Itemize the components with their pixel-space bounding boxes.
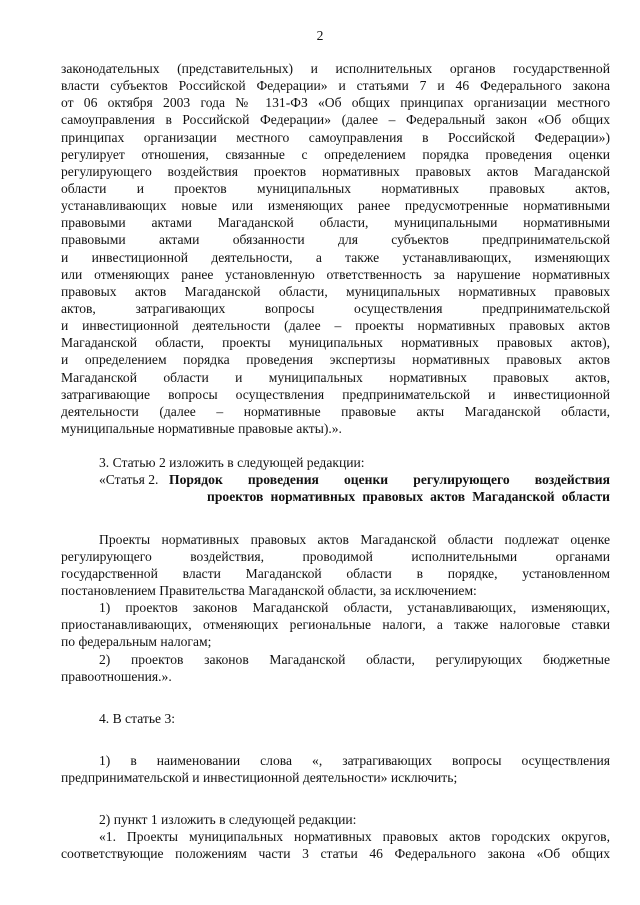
text-line: устанавливающих новые или изменяющих ранее предусмотренные нормативными (61, 198, 610, 214)
article-label: «Статья 2. (99, 472, 159, 488)
paragraph-1 (61, 60, 610, 437)
text-line: по федеральным налогам; (61, 634, 212, 650)
text-line: регулирует отношения, связанные с определением порядка проведения оценки (61, 146, 610, 162)
subitem-1 (61, 599, 610, 650)
subitem-2 (61, 651, 610, 685)
text-line: Проекты нормативных правовых актов Магаданской области подлежат оценке (99, 531, 610, 547)
text-line: деятельности (далее – нормативные правовые акты Магаданской области, (61, 403, 610, 419)
item-3: 3. Статью 2 изложить в следующей редакции: (99, 455, 365, 471)
item-4-subitem-2: 2) пункт 1 изложить в следующей редакции: (99, 812, 357, 828)
text-line: затрагивающие вопросы осуществления предпринимательской и инвестиционной (61, 386, 610, 402)
text-line: государственной власти Магаданской области в порядке, установленном (61, 565, 610, 581)
text-line: 2) проектов законов Магаданской области, регулирующих бюджетные (99, 651, 610, 667)
document-body (61, 60, 610, 863)
text-line: соответствующие положениям части 3 статьи 46 Федерального закона «Об общих (61, 846, 610, 862)
text-line: приостанавливающих, отменяющих региональные налоги, а также налоговые ставки (61, 617, 610, 633)
text-line: Магаданской области, проекты муниципальных нормативных правовых актов), (61, 335, 610, 351)
paragraph-2 (61, 531, 610, 600)
text-line: регулирующего воздействия проектов нормативных правовых актов Магаданской (61, 163, 610, 179)
text-line: муниципальные нормативные правовые акты).». (61, 420, 342, 436)
text-line: и определением порядка проведения экспертизы нормативных правовых актов (61, 352, 610, 368)
paragraph-3 (61, 828, 610, 862)
text-line: 1) проектов законов Магаданской области, устанавливающих, изменяющих, (99, 600, 610, 616)
article-title-line-1: Порядок проведения оценки регулирующего воздействия (169, 472, 610, 488)
text-line: правовых актов Магаданской области, муниципальных нормативных правовых (61, 283, 610, 299)
article-title-line-2: проектов нормативных правовых актов Магаданской области (207, 489, 610, 505)
text-line: самоуправления в Российской Федерации» (далее – Федеральный закон «Об общих (61, 112, 610, 128)
text-line: и инвестиционной деятельности (далее – проекты нормативных правовых актов (61, 318, 610, 334)
text-line: актов, затрагивающих вопросы осуществления предпринимательской (61, 300, 610, 316)
text-line: власти субъектов Российской Федерации» и статьями 7 и 46 Федерального закона (61, 78, 610, 94)
item-4: 4. В статье 3: (99, 710, 176, 726)
text-line: 1) в наименовании слова «, затрагивающих вопросы осуществления (99, 752, 610, 768)
text-line: законодательных (представительных) и исполнительных органов государственной (61, 61, 610, 76)
text-line: предпринимательской и инвестиционной деятельности» исключить; (61, 770, 458, 786)
text-line: и инвестиционной деятельности, а также устанавливающих, изменяющих (61, 249, 610, 265)
text-line: постановлением Правительства Магаданской области, за исключением: (61, 582, 477, 598)
article-heading (61, 471, 610, 488)
text-line: принципах организации местного самоуправления в Российской Федерации») (61, 129, 610, 145)
text-line: правовыми актами обязанности для субъектов предпринимательской (61, 232, 610, 248)
text-line: области и проектов муниципальных нормативных правовых актов, (61, 180, 610, 196)
text-line: Магаданской области и муниципальных нормативных правовых актов, (61, 369, 610, 385)
text-line: правоотношения.». (61, 668, 172, 684)
text-line: или отменяющих ранее установленную ответственность за нарушение нормативных (61, 266, 610, 282)
text-line: регулирующего воздействия, проводимой исполнительными органами (61, 548, 610, 564)
text-line: от 06 октября 2003 года № 131-ФЗ «Об общих принципах организации местного (61, 95, 610, 111)
text-line: «1. Проекты муниципальных нормативных правовых актов городских округов, (99, 829, 610, 845)
page-number: 2 (316, 28, 324, 43)
item-4-subitem-1 (61, 752, 610, 786)
text-line: правовыми актами Магаданской области, муниципальными нормативными (61, 215, 610, 231)
